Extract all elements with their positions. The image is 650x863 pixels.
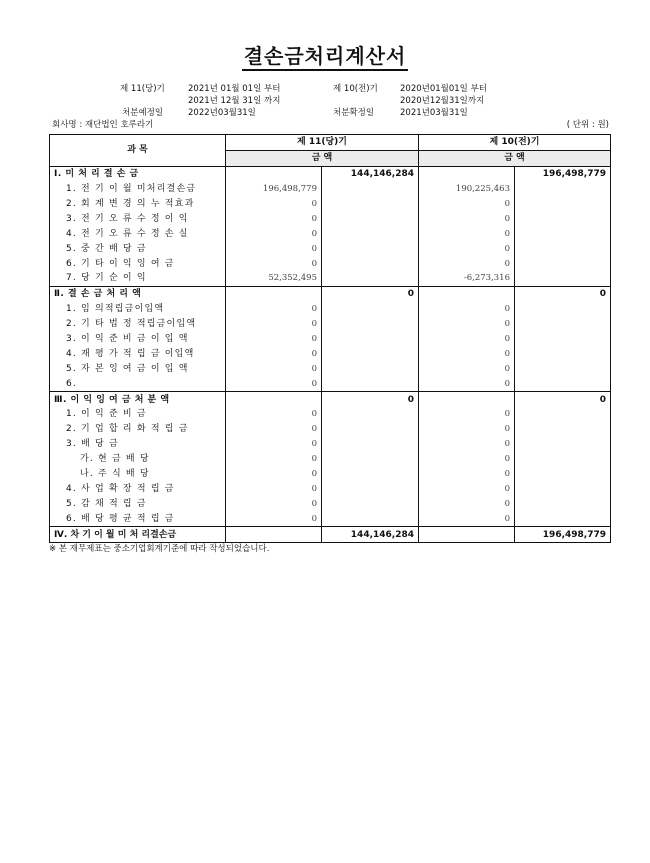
header-subject: 과 목	[50, 135, 226, 167]
previous-amount-cell: 196,498,779	[515, 166, 611, 181]
row-subject: Ⅱ. 결 손 금 처 리 액	[50, 286, 226, 301]
current-amount-cell	[322, 226, 419, 241]
previous-amount-cell: 0	[419, 511, 515, 526]
row-subject: 6.	[50, 376, 226, 391]
current-amount-cell	[322, 317, 419, 332]
document-title: 결손금처리계산서	[0, 44, 650, 71]
previous-amount-cell: 0	[515, 392, 611, 407]
previous-amount-cell	[515, 467, 611, 482]
current-amount-cell: 0	[226, 241, 322, 256]
row-subject: 나. 주 식 배 당	[50, 467, 226, 482]
row-subject: 4. 전 기 오 류 수 정 손 실	[50, 226, 226, 241]
current-amount-cell	[322, 241, 419, 256]
table-row	[50, 467, 611, 482]
row-subject: 6. 기 타 이 익 잉 여 금	[50, 256, 226, 271]
deficit-disposition-table	[49, 134, 611, 543]
row-subject: 3. 이 익 준 비 금 이 입 액	[50, 332, 226, 347]
table-row	[50, 527, 611, 543]
row-subject: Ⅲ. 이 익 잉 여 금 처 분 액	[50, 392, 226, 407]
previous-amount-cell	[515, 407, 611, 422]
table-row	[50, 166, 611, 181]
current-amount-cell: 0	[226, 226, 322, 241]
table-row	[50, 346, 611, 361]
table-row	[50, 361, 611, 376]
current-amount-cell: 52,352,495	[226, 271, 322, 286]
current-amount-cell: 0	[226, 376, 322, 391]
current-period-from: 2021년 01월 01일 부터	[188, 84, 281, 94]
current-amount-cell: 0	[226, 211, 322, 226]
table-row	[50, 241, 611, 256]
current-amount-cell	[322, 182, 419, 197]
current-amount-cell: 0	[226, 511, 322, 526]
current-amount-cell: 0	[226, 317, 322, 332]
current-period-label: 제 11(당)기	[120, 84, 165, 94]
table-row	[50, 407, 611, 422]
row-subject: Ⅰ. 미 처 리 결 손 금	[50, 166, 226, 181]
header-previous-amount: 금 액	[419, 150, 611, 166]
unit-label: ( 단위 : 원)	[566, 120, 609, 130]
previous-amount-cell	[515, 511, 611, 526]
row-subject: 3. 전 기 오 류 수 정 이 익	[50, 211, 226, 226]
current-amount-cell	[322, 437, 419, 452]
current-amount-cell	[322, 496, 419, 511]
row-subject: 5. 자 본 잉 여 금 이 입 액	[50, 361, 226, 376]
current-amount-cell	[322, 407, 419, 422]
previous-amount-cell	[515, 452, 611, 467]
previous-amount-cell	[515, 197, 611, 212]
row-subject: 1. 임 의적립금이입액	[50, 302, 226, 317]
current-amount-cell	[322, 467, 419, 482]
current-amount-cell: 0	[226, 452, 322, 467]
current-amount-cell: 0	[226, 346, 322, 361]
table-row	[50, 376, 611, 391]
previous-amount-cell	[515, 271, 611, 286]
previous-amount-cell	[515, 211, 611, 226]
previous-amount-cell	[515, 182, 611, 197]
previous-amount-cell: 0	[419, 361, 515, 376]
table-row	[50, 511, 611, 526]
previous-amount-cell: 0	[515, 286, 611, 301]
current-amount-cell	[322, 197, 419, 212]
previous-amount-cell	[419, 392, 515, 407]
row-subject: 3. 배 당 금	[50, 437, 226, 452]
current-amount-cell	[226, 166, 322, 181]
current-amount-cell: 196,498,779	[226, 182, 322, 197]
current-amount-cell	[322, 452, 419, 467]
previous-amount-cell	[515, 332, 611, 347]
previous-amount-cell: 0	[419, 467, 515, 482]
current-amount-cell: 0	[322, 392, 419, 407]
current-amount-cell: 0	[226, 197, 322, 212]
table-row	[50, 226, 611, 241]
row-subject: 4. 재 평 가 적 립 금 이입액	[50, 346, 226, 361]
current-amount-cell	[322, 271, 419, 286]
previous-amount-cell	[515, 226, 611, 241]
previous-amount-cell: 190,225,463	[419, 182, 515, 197]
table-body	[50, 166, 611, 542]
current-amount-cell	[322, 302, 419, 317]
current-amount-cell: 0	[226, 467, 322, 482]
row-subject: 2. 회 계 변 경 의 누 적효과	[50, 197, 226, 212]
current-amount-cell	[322, 346, 419, 361]
table-row	[50, 197, 611, 212]
row-subject: 2. 기 업 합 리 화 적 립 금	[50, 422, 226, 437]
current-date: 2022년03월31일	[188, 108, 256, 118]
table-row	[50, 302, 611, 317]
current-amount-cell	[322, 481, 419, 496]
current-amount-cell	[322, 376, 419, 391]
previous-amount-cell	[515, 317, 611, 332]
row-subject: 5. 감 채 적 립 금	[50, 496, 226, 511]
previous-amount-cell: 0	[419, 496, 515, 511]
table-row	[50, 286, 611, 301]
current-amount-cell	[322, 211, 419, 226]
previous-amount-cell: -6,273,316	[419, 271, 515, 286]
previous-amount-cell	[515, 496, 611, 511]
current-amount-cell: 144,146,284	[322, 166, 419, 181]
current-amount-cell: 0	[226, 481, 322, 496]
current-amount-cell	[226, 392, 322, 407]
current-amount-cell	[226, 286, 322, 301]
current-amount-cell: 0	[226, 422, 322, 437]
previous-amount-cell	[419, 166, 515, 181]
previous-amount-cell: 0	[419, 437, 515, 452]
row-subject: 1. 이 익 준 비 금	[50, 407, 226, 422]
previous-amount-cell	[419, 286, 515, 301]
previous-date: 2021년03월31일	[400, 108, 468, 118]
current-date-label: 처분예정일	[122, 108, 164, 118]
previous-amount-cell: 196,498,779	[515, 527, 611, 543]
company-name: 회사명 : 재단법인 호루라기	[52, 120, 154, 130]
table-row	[50, 271, 611, 286]
table-row	[50, 437, 611, 452]
previous-period-to: 2020년12월31일까지	[400, 96, 485, 106]
table-row	[50, 422, 611, 437]
row-subject: 1. 전 기 이 월 미처리결손금	[50, 182, 226, 197]
previous-date-label: 처분확정일	[333, 108, 375, 118]
previous-amount-cell	[515, 346, 611, 361]
row-subject: 2. 기 타 법 정 적립금이입액	[50, 317, 226, 332]
table-row	[50, 481, 611, 496]
row-subject: 4. 사 업 확 장 적 립 금	[50, 481, 226, 496]
row-subject: 7. 당 기 순 이 익	[50, 271, 226, 286]
current-amount-cell: 0	[226, 256, 322, 271]
header-current-amount: 금 액	[226, 150, 419, 166]
previous-amount-cell	[515, 437, 611, 452]
previous-amount-cell: 0	[419, 302, 515, 317]
current-amount-cell: 0	[226, 361, 322, 376]
current-amount-cell	[226, 527, 322, 543]
previous-amount-cell: 0	[419, 332, 515, 347]
table-row	[50, 256, 611, 271]
table-row	[50, 496, 611, 511]
row-subject: Ⅳ. 차 기 이 월 미 처 리결손금	[50, 527, 226, 543]
table-row	[50, 452, 611, 467]
previous-period-from: 2020년01월01일 부터	[400, 84, 488, 94]
previous-amount-cell	[515, 302, 611, 317]
table-row	[50, 317, 611, 332]
current-amount-cell	[322, 256, 419, 271]
previous-amount-cell: 0	[419, 422, 515, 437]
table-row	[50, 182, 611, 197]
previous-amount-cell: 0	[419, 256, 515, 271]
row-subject: 5. 중 간 배 당 금	[50, 241, 226, 256]
current-amount-cell	[322, 422, 419, 437]
previous-amount-cell	[515, 376, 611, 391]
previous-period-label: 제 10(전)기	[333, 84, 378, 94]
current-amount-cell: 0	[226, 437, 322, 452]
previous-amount-cell	[515, 361, 611, 376]
previous-amount-cell: 0	[419, 346, 515, 361]
previous-amount-cell: 0	[419, 317, 515, 332]
table-row	[50, 211, 611, 226]
previous-amount-cell: 0	[419, 197, 515, 212]
previous-amount-cell	[515, 256, 611, 271]
header-previous-period: 제 10(전)기	[419, 135, 611, 151]
current-amount-cell: 144,146,284	[322, 527, 419, 543]
current-amount-cell	[322, 511, 419, 526]
previous-amount-cell: 0	[419, 407, 515, 422]
previous-amount-cell: 0	[419, 226, 515, 241]
previous-amount-cell: 0	[419, 241, 515, 256]
header-current-period: 제 11(당)기	[226, 135, 419, 151]
row-subject: 6. 배 당 평 균 적 립 금	[50, 511, 226, 526]
previous-amount-cell: 0	[419, 452, 515, 467]
current-amount-cell: 0	[322, 286, 419, 301]
previous-amount-cell	[515, 481, 611, 496]
table-row	[50, 332, 611, 347]
current-amount-cell	[322, 332, 419, 347]
row-subject: 가. 현 금 배 당	[50, 452, 226, 467]
current-amount-cell: 0	[226, 332, 322, 347]
previous-amount-cell: 0	[419, 211, 515, 226]
previous-amount-cell	[419, 527, 515, 543]
footnote: ※ 본 재무제표는 중소기업회계기준에 따라 작성되었습니다.	[49, 544, 270, 554]
previous-amount-cell	[515, 422, 611, 437]
current-period-to: 2021년 12월 31일 까지	[188, 96, 281, 106]
previous-amount-cell: 0	[419, 376, 515, 391]
current-amount-cell: 0	[226, 496, 322, 511]
previous-amount-cell: 0	[419, 481, 515, 496]
current-amount-cell: 0	[226, 302, 322, 317]
table-row	[50, 392, 611, 407]
current-amount-cell: 0	[226, 407, 322, 422]
previous-amount-cell	[515, 241, 611, 256]
current-amount-cell	[322, 361, 419, 376]
